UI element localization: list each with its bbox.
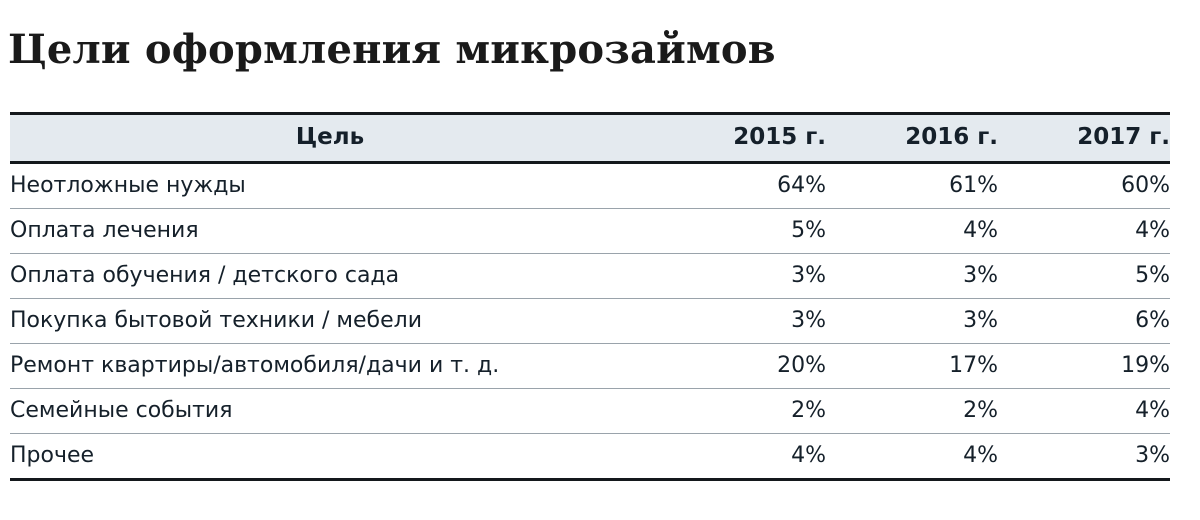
cell-2015: 20%	[650, 344, 826, 389]
cell-2017: 60%	[998, 163, 1170, 209]
column-header-2015: 2015 г.	[650, 114, 826, 163]
cell-goal: Неотложные нужды	[10, 163, 650, 209]
cell-goal: Ремонт квартиры/автомобиля/дачи и т. д.	[10, 344, 650, 389]
table-row	[10, 163, 1170, 209]
cell-2016: 4%	[826, 209, 998, 254]
cell-2017: 5%	[998, 254, 1170, 299]
data-table	[10, 112, 1170, 481]
table-row	[10, 254, 1170, 299]
table-row	[10, 209, 1170, 254]
cell-2017: 3%	[998, 434, 1170, 480]
cell-2016: 3%	[826, 254, 998, 299]
cell-2015: 3%	[650, 254, 826, 299]
column-header-2016: 2016 г.	[826, 114, 998, 163]
data-table-container	[10, 112, 1170, 481]
cell-2015: 5%	[650, 209, 826, 254]
cell-2016: 2%	[826, 389, 998, 434]
cell-2016: 4%	[826, 434, 998, 480]
cell-2016: 61%	[826, 163, 998, 209]
table-body	[10, 163, 1170, 480]
table-header	[10, 114, 1170, 163]
cell-2016: 17%	[826, 344, 998, 389]
cell-2015: 2%	[650, 389, 826, 434]
cell-2017: 6%	[998, 299, 1170, 344]
table-header-row	[10, 114, 1170, 163]
cell-2015: 64%	[650, 163, 826, 209]
column-header-goal: Цель	[10, 114, 650, 163]
table-row	[10, 299, 1170, 344]
cell-goal: Покупка бытовой техники / мебели	[10, 299, 650, 344]
table-row	[10, 389, 1170, 434]
cell-2015: 3%	[650, 299, 826, 344]
cell-2017: 4%	[998, 209, 1170, 254]
cell-goal: Оплата лечения	[10, 209, 650, 254]
column-header-2017: 2017 г.	[998, 114, 1170, 163]
cell-goal: Оплата обучения / детского сада	[10, 254, 650, 299]
cell-2017: 4%	[998, 389, 1170, 434]
table-row	[10, 344, 1170, 389]
table-row	[10, 434, 1170, 480]
cell-2017: 19%	[998, 344, 1170, 389]
cell-goal: Прочее	[10, 434, 650, 480]
cell-2016: 3%	[826, 299, 998, 344]
cell-2015: 4%	[650, 434, 826, 480]
cell-goal: Семейные события	[10, 389, 650, 434]
page-title: Цели оформления микрозаймов	[8, 26, 776, 73]
